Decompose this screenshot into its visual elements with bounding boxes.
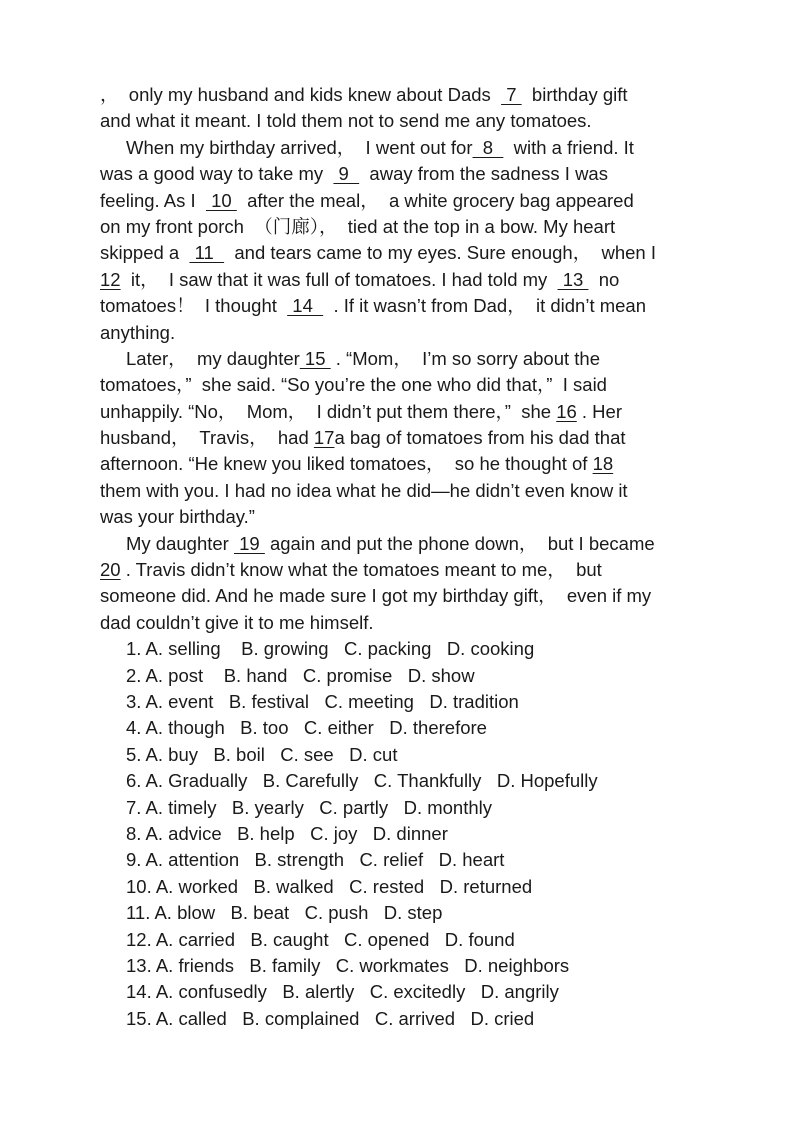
- answer-blank: 16: [556, 400, 577, 422]
- answer-blank: 8: [472, 136, 504, 158]
- options-list: [100, 636, 710, 1032]
- passage-line: 12 it， I saw that it was full of tomatoes. I had told my 13 no: [100, 267, 710, 293]
- option-row: 13. A. friends B. family C. workmates D. neighbors: [126, 954, 570, 976]
- answer-blank: 18: [592, 453, 614, 475]
- passage-line: dad couldn’t give it to me himself.: [100, 611, 374, 633]
- option-row: 11. A. blow B. beat C. push D. step: [126, 902, 443, 924]
- passage-line: someone did. And he made sure I got my birthday gift， even if my: [100, 585, 652, 607]
- option-row: 8. A. advice B. help C. joy D. dinner: [126, 822, 448, 844]
- option-row: 14. A. confusedly B. alertly C. excitedly D. angrily: [126, 981, 559, 1003]
- option-row: 10. A. worked B. walked C. rested D. returned: [126, 875, 533, 897]
- passage-line: 20 . Travis didn’t know what the tomatoes meant to me， but: [100, 557, 710, 583]
- passage-line: skipped a 11 and tears came to my eyes. Sure enough， when I: [100, 240, 710, 266]
- answer-blank: 11: [189, 242, 225, 264]
- passage-line: was a good way to take my 9 away from the sadness I was: [100, 161, 710, 187]
- option-row: 1. A. selling B. growing C. packing D. cooking: [126, 638, 535, 660]
- cloze-passage: [100, 82, 710, 1032]
- passage-line: afternoon. “He knew you liked tomatoes， so he thought of 18: [100, 451, 710, 477]
- answer-blank: 7: [501, 84, 522, 105]
- passage-line: and what it meant. I told them not to send me any tomatoes.: [100, 110, 592, 132]
- option-row: 3. A. event B. festival C. meeting D. tradition: [126, 690, 519, 712]
- answer-blank: 14: [287, 295, 324, 317]
- passage-line: When my birthday arrived， I went out for 8 with a friend. It: [100, 135, 710, 161]
- option-row: 9. A. attention B. strength C. relief D. heart: [126, 849, 505, 871]
- passage-line: tomatoes！ I thought 14 . If it wasn’t from Dad， it didn’t mean: [100, 293, 710, 319]
- passage-line: ， only my husband and kids knew about Dads 7 birthday gift: [100, 82, 710, 108]
- passage-line: was your birthday.”: [100, 506, 255, 528]
- passage-line: anything.: [100, 321, 176, 343]
- answer-blank: 19: [233, 532, 265, 554]
- passage-line: Later， my daughter 15 . “Mom， I’m so sorry about the: [100, 346, 710, 372]
- passage-line: unhappily. “No， Mom， I didn’t put them there，” she 16 . Her: [100, 399, 710, 425]
- option-row: 4. A. though B. too C. either D. therefore: [126, 717, 487, 739]
- answer-blank: 17: [313, 427, 335, 449]
- passage-line: on my front porch （门廊）， tied at the top in a bow. My heart: [100, 215, 616, 237]
- option-row: 5. A. buy B. boil C. see D. cut: [126, 743, 398, 765]
- option-row: 15. A. called B. complained C. arrived D. cried: [126, 1007, 535, 1029]
- option-row: 2. A. post B. hand C. promise D. show: [126, 664, 475, 686]
- answer-blank: 12: [100, 268, 121, 290]
- option-row: 7. A. timely B. yearly C. partly D. monthly: [126, 796, 492, 818]
- passage-line: them with you. I had no idea what he did—he didn’t even know it: [100, 479, 628, 501]
- answer-blank: 10: [205, 189, 237, 211]
- answer-blank: 20: [100, 559, 121, 581]
- passage-line: husband， Travis， had 17a bag of tomatoes from his dad that: [100, 425, 710, 451]
- passage-line: tomatoes，” she said. “So you’re the one who did that，” I said: [100, 374, 607, 396]
- answer-blank: 15: [299, 347, 331, 369]
- passage-line: My daughter 19 again and put the phone down， but I became: [100, 531, 710, 557]
- option-row: 6. A. Gradually B. Carefully C. Thankfully D. Hopefully: [126, 770, 598, 792]
- option-row: 12. A. carried B. caught C. opened D. found: [126, 928, 515, 950]
- answer-blank: 13: [557, 268, 589, 290]
- answer-blank: 9: [333, 163, 360, 185]
- passage-line: feeling. As I 10 after the meal， a white grocery bag appeared: [100, 188, 710, 214]
